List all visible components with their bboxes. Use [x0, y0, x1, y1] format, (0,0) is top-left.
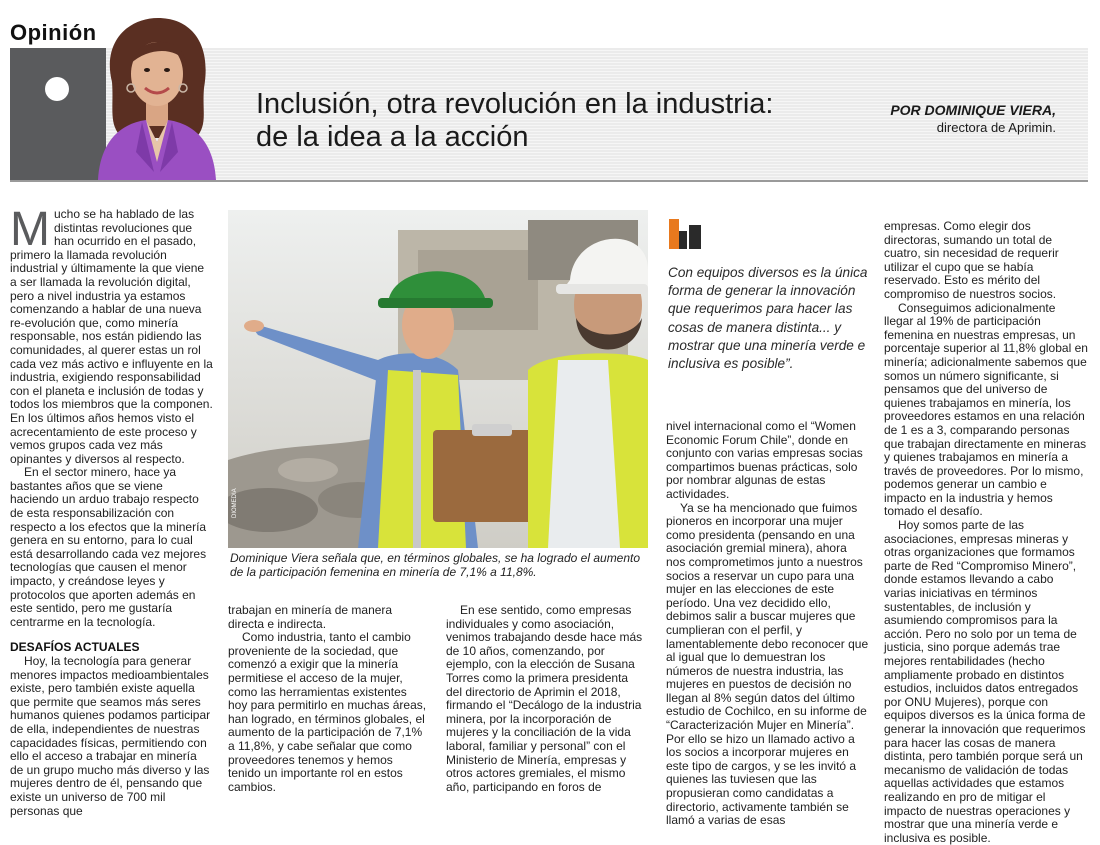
paragraph: Conseguimos adicionalmente llegar al 19% de participación femenina en nuestras empresas, un porcentaje superior al 11,8% global en minería; adicionalmente sabemos que somos un número significante, si pensamos que del universo de quienes trabajamos en minería, los proveedores estamos en una relación de 1 es a 3, comparando personas que trabajan directamente en mineras y quienes trabajamos en minería a través de proveedores. Por lo mismo, podemos generar un cambio e impacto en la industria y hemos tomado el desafío.	[884, 300, 1088, 519]
paragraph: En el sector minero, hace ya bastantes años que se viene haciendo un arduo trabajo respecto de esta responsabilización con respecto a los efectos que la minería genera en su entorno, para lo cual está desarrollando cada vez mejores tecnologías que causen el menor impacto, y creándose leyes y protocolos que aporten además en este sentido, pero me gustaría centrarme en la tecnología.	[10, 465, 207, 629]
photo-credit: DIOMEDIA	[232, 488, 238, 518]
pull-quote: Con equipos diversos es la única forma de generar la innovación que requerimos para hacer las cosas de manera distinta... y mostrar que una minería verde e inclusiva es posible”.	[668, 265, 868, 372]
article-column-1	[10, 203, 213, 818]
paragraph: trabajan en minería de manera directa e indirecta.	[228, 603, 393, 631]
article-photo	[228, 210, 648, 548]
article-column-3	[446, 604, 646, 794]
brand-logo-icon	[669, 219, 701, 249]
byline-role: directora de Aprimin.	[936, 120, 1056, 135]
paragraph: empresas. Como elegir dos directoras, sumando un total de cuatro, sin necesidad de requerir utilizar el cupo que se había reservado. Esto es mérito del compromiso de nuestros socios.	[884, 219, 1059, 301]
headline: Inclusión, otra revolución en la industria: de la idea a la acción	[256, 88, 774, 153]
paragraph	[10, 203, 213, 466]
section-label: Opinión	[10, 20, 97, 45]
byline-name: POR DOMINIQUE VIERA,	[890, 102, 1056, 118]
article-column-2	[228, 604, 428, 794]
paragraph: Hoy somos parte de las asociaciones, empresas mineras y otras organizaciones que formamos parte de Red “Compromiso Minero”, donde estamos llevando a cabo varias iniciativas en términos sustentables, de inclusión y asumiendo compromisos para la acción. Pero no solo por un tema de justicia, sino porque además trae mejores rentabilidades (hecho ampliamente probado en distintos estudios, incluidos datos entregados por ONU Mujeres), porque con equipos diversos es la única forma de generar la innovación que requerimos para hacer las cosas de manera distinta, pero también porque será un mecanismo de validación de todas aquellas actividades que estamos realizando en pro de mitigar el impacto de nuestras operaciones y mostrar que una minería verde e inclusiva es posible.	[884, 518, 1086, 845]
paragraph: Como industria, tanto el cambio proveniente de la sociedad, que comenzó a exigir que la minería permitiese el acceso de la mujer, como las herramientas existentes hoy para permitirlo en muchas áreas, han logrado, en términos globales, el aumento de la participación de 7,1% a 11,8%, y cabe señalar que como proveedores tenemos y hemos tenido un importante rol en estos cambios.	[228, 630, 427, 794]
drop-cap: M	[10, 203, 50, 256]
header-rule	[10, 180, 1088, 182]
paragraph: nivel internacional como el “Women Economic Forum Chile”, donde en conjunto con varias empresas socias compartimos buenas prácticas, solo por nombrar algunas de estas actividades.	[666, 419, 863, 501]
article-column-4	[666, 420, 869, 828]
subhead: DESAFÍOS ACTUALES	[10, 640, 140, 655]
photo-caption: Dominique Viera señala que, en términos globales, se ha logrado el aumento de la participación femenina en minería de 7,1% a 11,8%.	[230, 551, 641, 579]
paragraph: En ese sentido, como empresas individuales y como asociación, venimos trabajando desde hace más de 10 años, comenzando, por ejemplo, con la elección de Susana Torres como la primera presidenta del directorio de Aprimin el 2018, firmando el “Decálogo de la industria minera, por la incorporación de mujeres y la conciliación de la vida laboral, familiar y personal” con el Ministerio de Minería, empresas y otros actores gremiales, el mismo año, participando en foros de	[446, 603, 643, 794]
article-column-5	[884, 220, 1088, 845]
header-dot	[45, 77, 69, 101]
paragraph: Ya se ha mencionado que fuimos pioneros en incorporar una mujer como presidenta (pensando en una asociación gremial minera), ahora nos comprometimos junto a nuestros socios a reservar un cupo para una mujer en las elecciones de este período. Una vez decidido ello, debimos salir a buscar mujeres que cumplieran con el perfil, y lamentablemente debo reconocer que al igual que lo demuestran los números de nuestra industria, las mujeres en puestos de decisión no llegan al 8% según datos del último estudio de Cochilco, en su informe de “Caracterización Mujer en Minería”. Por ello se hizo un llamado activo a los socios a incorporar mujeres en este tipo de cargos, y se les invitó a quienes las tuviesen que las propusieran como candidatas a directorio, activamente también se llamó a varias de esas	[666, 500, 869, 828]
paragraph: Hoy, la tecnología para generar menores impactos medioambientales existe, pero también existe aquella que permite que seamos más seres humanos quienes podamos participar de ella, independientes de nuestras capacidades físicas, permitiendo con ello el acceso a trabajar en minería de un grupo mucho más diverso y las mujeres dentro de él, pensando que existe un universo de 700 mil personas que	[10, 654, 211, 818]
author-portrait	[84, 12, 230, 180]
paragraph-text: ucho se ha hablado de las distintas revoluciones que han ocurrido en el pasado, primero la llamada revolución industrial y últimamente la que viene a ser llamada la revolución digital, pero a nivel industria ya estamos comenzando a hablar de una nueva re-evolución que, como minería responsable, nos están pidiendo las comunidades, al querer estas un rol cada vez más activo e influyente en la industria, exigiendo responsabilidad con el planeta e inclusión de todas y todos los miembros que la componen. En los últimos años hemos visto el acrecentamiento de este proceso y vemos grupos cada vez más opinantes y diversos al respecto.	[10, 207, 213, 466]
